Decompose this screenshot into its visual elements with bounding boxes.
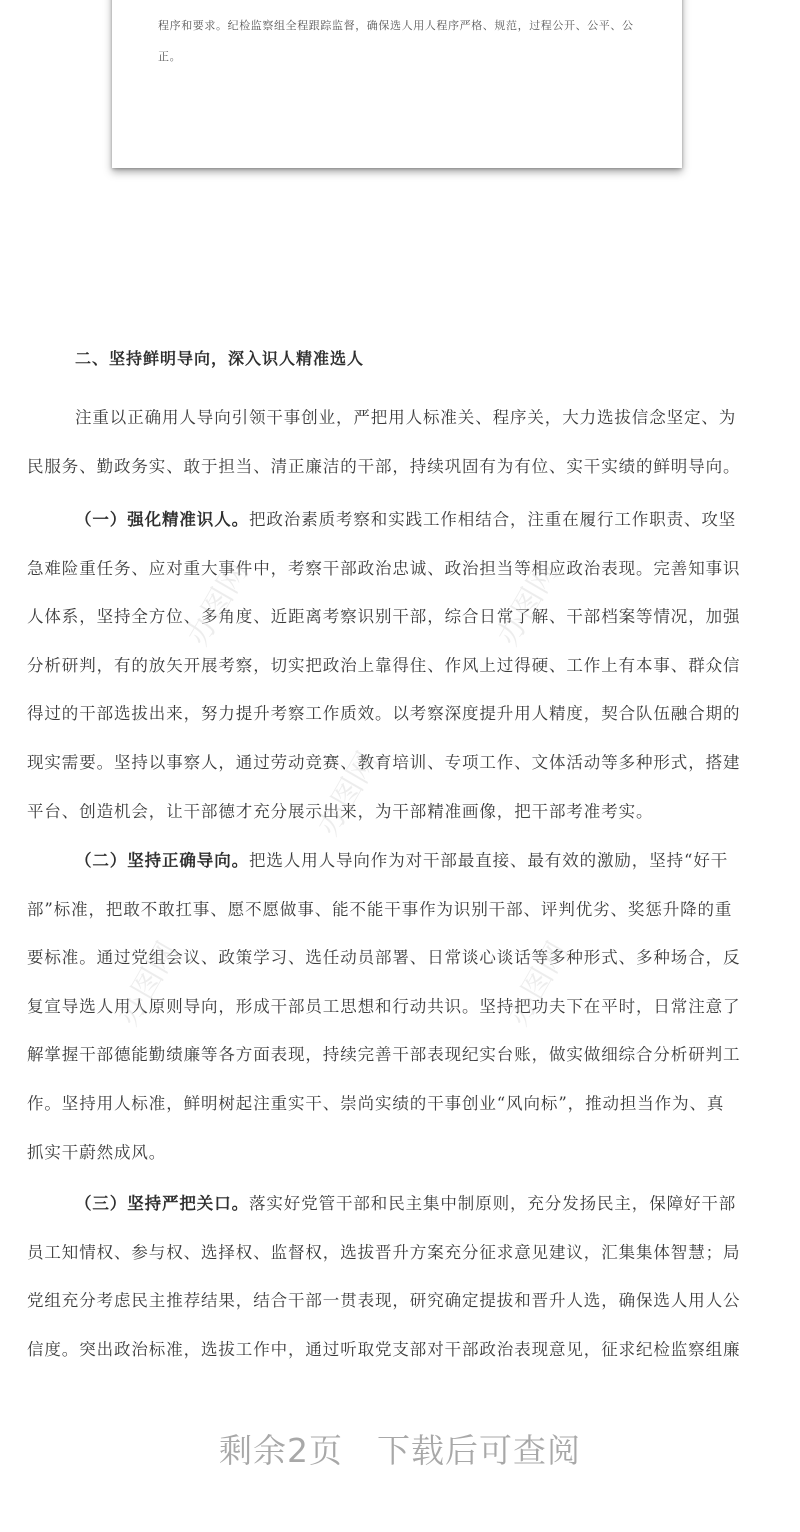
subsection-2-title: （二）坚持正确导向。 [75,851,249,870]
paragraph-line: 急难险重任务、应对重大事件中，考察干部政治忠诚、政治担当等相应政治表现。完善知事识 [27,558,741,578]
paragraph-line: 复宣导选人用人原则导向，形成干部员工思想和行动共识。坚持把功夫下在平时，日常注意了 [27,996,741,1016]
section-heading: 二、坚持鲜明导向，深入识人精准选人 [75,349,365,368]
download-banner[interactable] [0,1425,800,1472]
paragraph-first-line [27,1180,777,1229]
previous-page-preview [112,0,682,168]
paragraph-line: 现实需要。坚持以事察人，通过劳动竞赛、教育培训、专项工作、文体活动等多种形式，搭建 [27,752,741,772]
subsection-3-title: （三）坚持严把关口。 [75,1194,249,1213]
paragraph-line: 分析研判，有的放矢开展考察，切实把政治上靠得住、作风上过得硬、工作上有本事、群众信 [27,655,741,675]
paragraph-line: 抓实干蔚然成风。 [27,1142,167,1162]
paragraph-line: 注重以正确用人导向引领干事创业，严把用人标准关、程序关，大力选拔信念坚定、为 [75,408,737,427]
paragraph-text: 把选人用人导向作为对干部最直接、最有效的激励，坚持“好干 [249,851,729,870]
watermark: 办图网 [110,936,186,1032]
paragraph-text: 落实好党管干部和民主集中制原则，充分发扬民主，保障好干部 [249,1194,737,1213]
paragraph-line: 平台、创造机会，让干部德才充分展示出来，为干部精准画像，把干部考准考实。 [27,801,654,821]
intro-paragraph [27,394,777,491]
paragraph-first-line [27,496,777,545]
subsection-3-paragraph [27,1180,777,1374]
subsection-1-title: （一）强化精准识人。 [75,510,249,529]
paragraph-line: 信度。突出政治标准，选拔工作中，通过听取党支部对干部政治表现意见，征求纪检监察组廉 [27,1339,741,1359]
paragraph-line: 得过的干部选拔出来，努力提升考察工作质效。以考察深度提升用人精度，契合队伍融合期的 [27,704,741,724]
watermark: 办图网 [500,936,576,1032]
watermark: 办图网 [180,556,256,652]
subsection-2-paragraph [27,837,777,1177]
paragraph-text: 把政治素质考察和实践工作相结合，注重在履行工作职责、攻坚 [249,510,737,529]
paragraph-line: 民服务、勤政务实、敢于担当、清正廉洁的干部，持续巩固有为有位、实干实绩的鲜明导向。 [27,456,741,476]
paragraph-line: 党组充分考虑民主推荐结果，结合干部一贯表现，研究确定提拔和晋升人选，确保选人用人公 [27,1291,741,1311]
preview-line: 正。 [158,50,182,63]
paragraph-line: 部”标准，把敢不敢扛事、愿不愿做事、能不能干事作为识别干部、评判优劣、奖惩升降的重 [27,899,733,919]
watermark: 办图网 [310,746,386,842]
subsection-1-paragraph [27,496,777,836]
watermark: 办图网 [490,556,566,652]
paragraph-line: 员工知情权、参与权、选择权、监督权，选拔晋升方案充分征求意见建议，汇集集体智慧；局 [27,1242,741,1262]
preview-line: 程序和要求。纪检监察组全程跟踪监督，确保选人用人程序严格、规范，过程公开、公平、公 [158,19,634,32]
paragraph-line: 作。坚持用人标准，鲜明树起注重实干、崇尚实绩的干事创业“风向标”，推动担当作为、真 [27,1093,725,1113]
paragraph-line: 解掌握干部德能勤绩廉等各方面表现，持续完善干部表现纪实台账，做实做细综合分析研判工 [27,1045,741,1065]
preview-text [158,10,648,72]
paragraph-first-line [27,837,777,886]
remaining-pages-label: 剩余2页 [219,1431,343,1470]
paragraph-line: 人体系，坚持全方位、多角度、近距离考察识别干部，综合日常了解、干部档案等情况，加强 [27,607,741,627]
download-prompt[interactable]: 下载后可查阅 [377,1431,581,1470]
paragraph-line: 要标准。通过党组会议、政策学习、选任动员部署、日常谈心谈话等多种形式、多种场合，反 [27,948,741,968]
